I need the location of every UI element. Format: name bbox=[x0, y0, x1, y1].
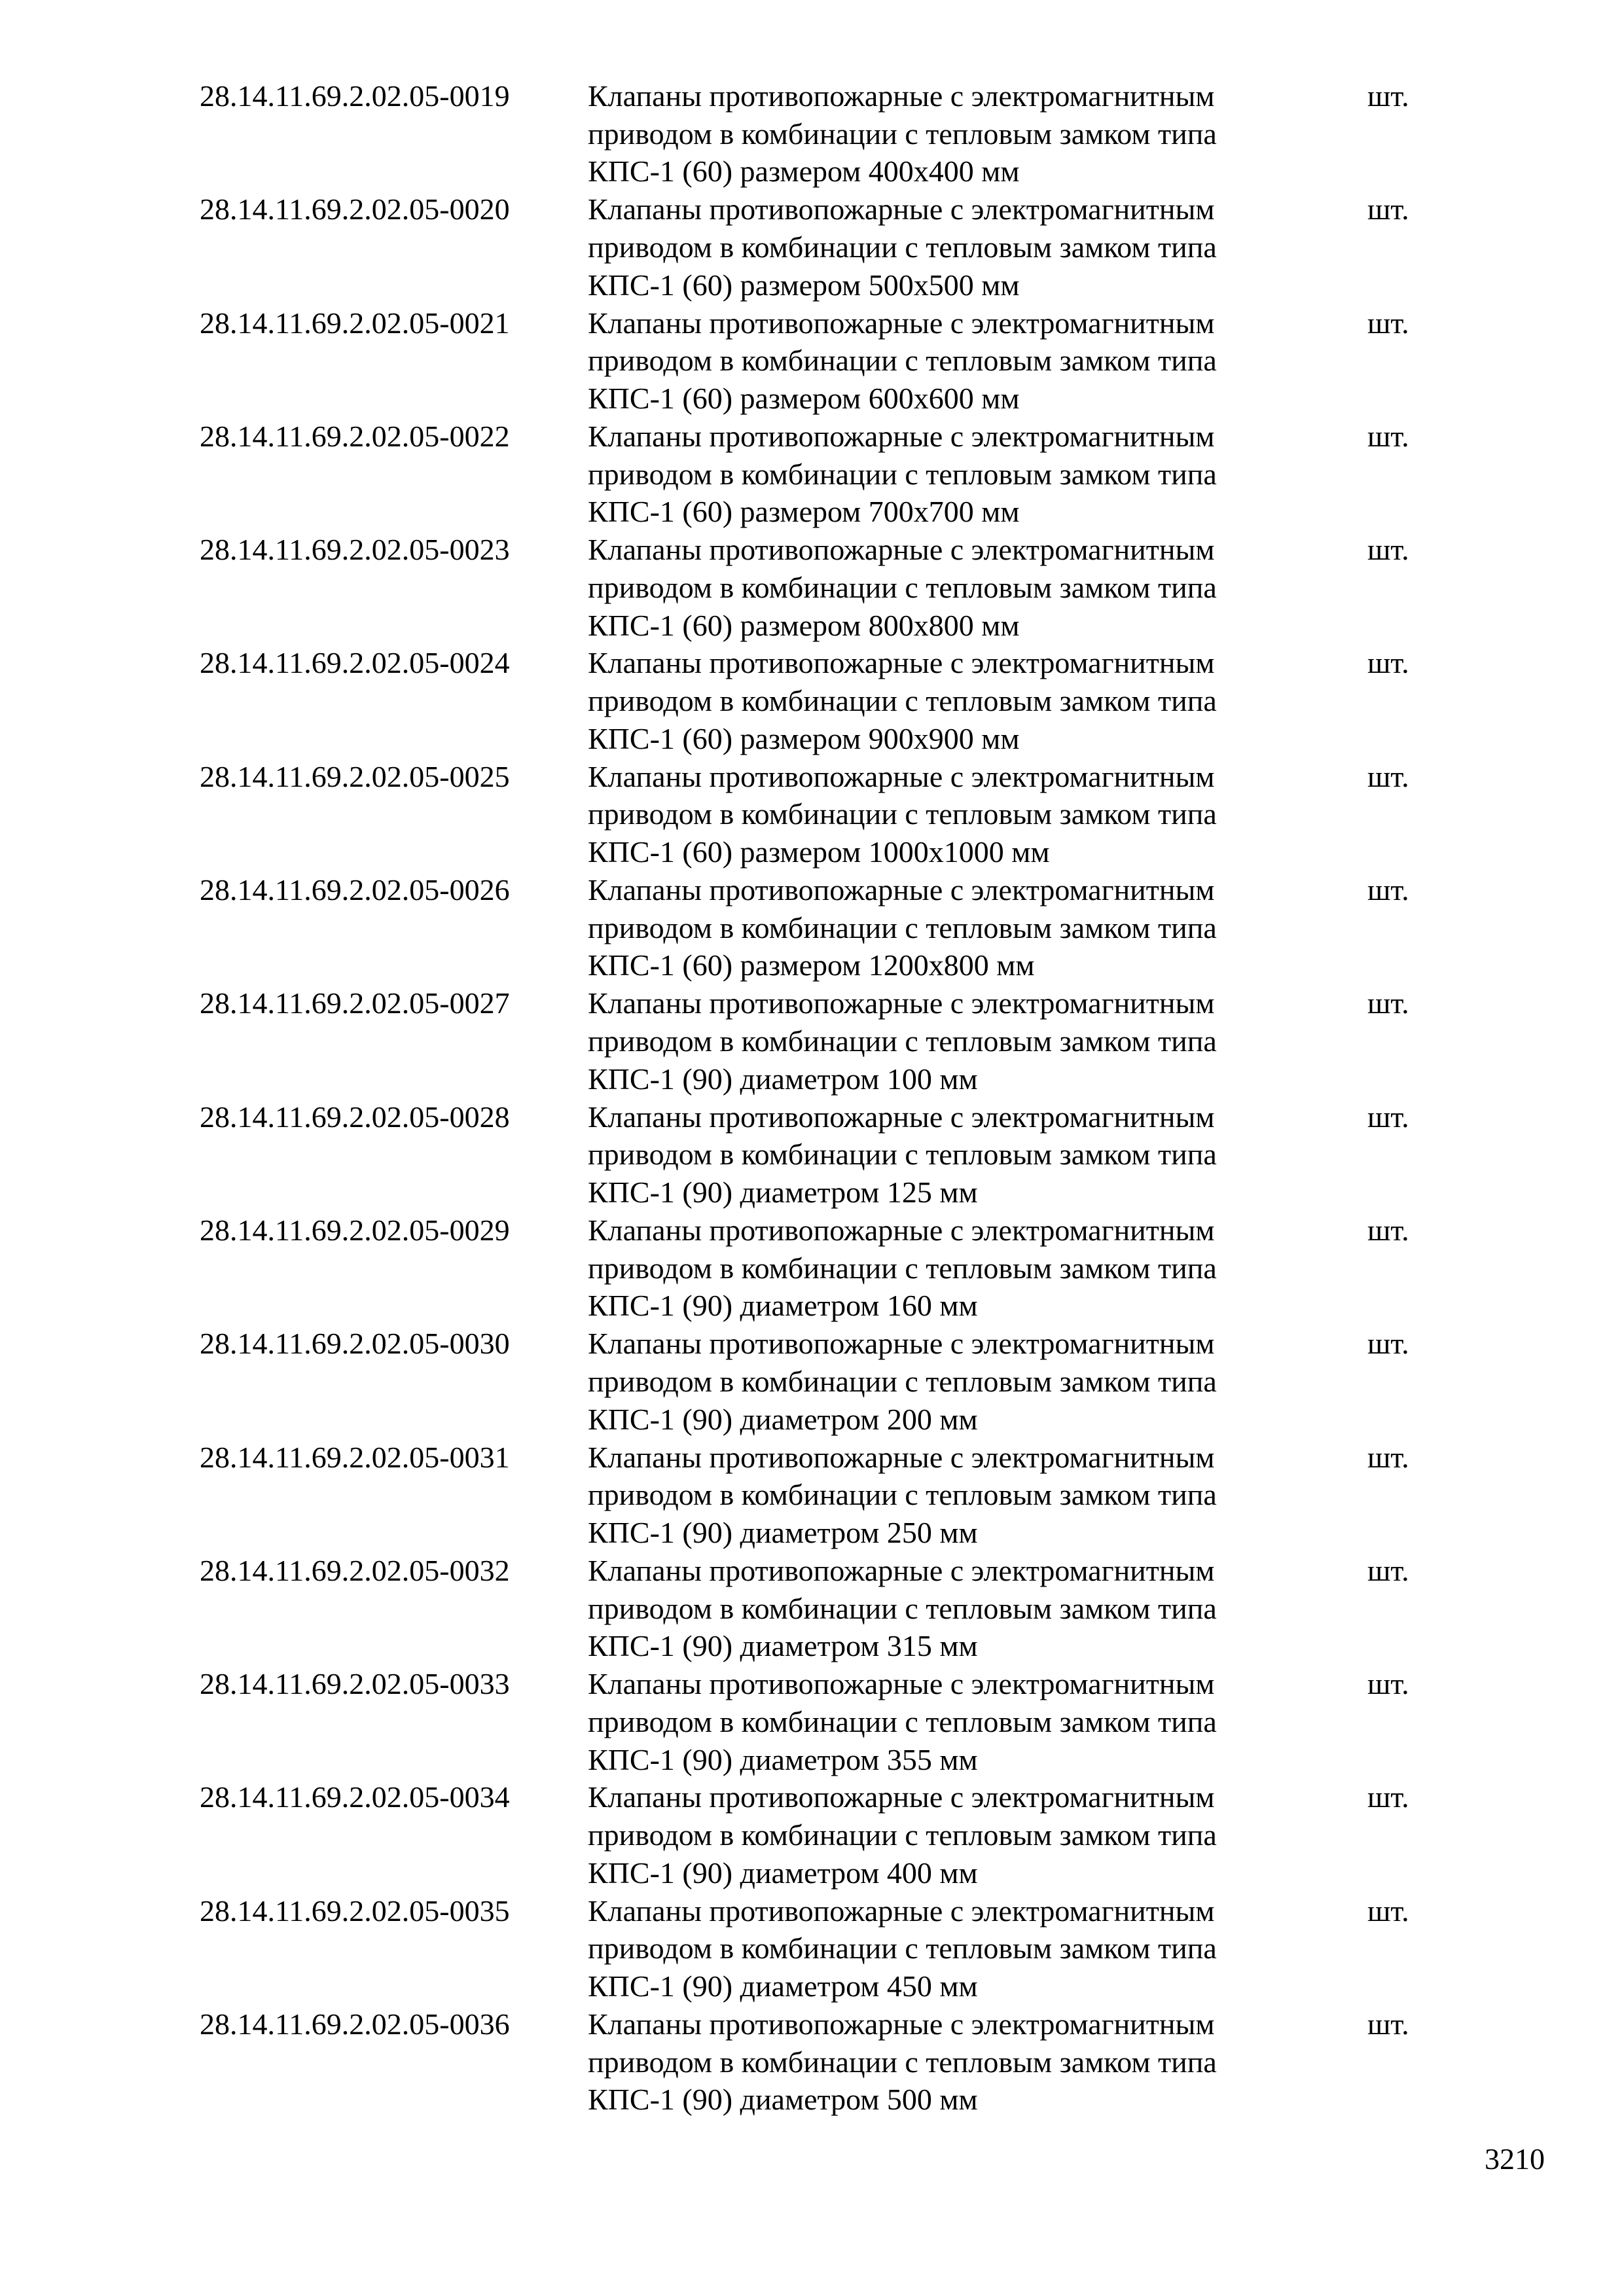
item-description bbox=[588, 871, 1308, 984]
description-line: приводом в комбинации с тепловым замком типа bbox=[588, 797, 1217, 831]
description-line: приводом в комбинации с тепловым замком типа bbox=[588, 1364, 1217, 1398]
item-code: 28.14.11.69.2.02.05-0023 bbox=[200, 533, 510, 567]
table-row bbox=[200, 758, 1443, 871]
description-line: Клапаны противопожарные с электромагнитным bbox=[588, 986, 1215, 1020]
description-line: КПС-1 (60) размером 500x500 мм bbox=[588, 268, 1020, 302]
description-line: приводом в комбинации с тепловым замком типа bbox=[588, 1024, 1217, 1058]
description-line: Клапаны противопожарные с электромагнитным bbox=[588, 419, 1215, 453]
item-code: 28.14.11.69.2.02.05-0031 bbox=[200, 1440, 510, 1474]
description-line: Клапаны противопожарные с электромагнитным bbox=[588, 1327, 1215, 1361]
item-description bbox=[588, 1892, 1308, 2005]
description-line: Клапаны противопожарные с электромагнитным bbox=[588, 79, 1215, 113]
description-line: КПС-1 (60) размером 1000x1000 мм bbox=[588, 835, 1050, 869]
description-line: КПС-1 (60) размером 900x900 мм bbox=[588, 721, 1020, 755]
description-line: Клапаны противопожарные с электромагнитным bbox=[588, 1780, 1215, 1814]
item-description bbox=[588, 1325, 1308, 1438]
item-code: 28.14.11.69.2.02.05-0025 bbox=[200, 759, 510, 793]
item-code: 28.14.11.69.2.02.05-0036 bbox=[200, 2007, 510, 2041]
item-description bbox=[588, 190, 1308, 304]
item-unit: шт. bbox=[1367, 1553, 1409, 1587]
description-line: приводом в комбинации с тепловым замком типа bbox=[588, 1251, 1217, 1285]
description-line: Клапаны противопожарные с электромагнитным bbox=[588, 1440, 1215, 1474]
item-description bbox=[588, 77, 1308, 190]
description-line: КПС-1 (90) диаметром 100 мм bbox=[588, 1062, 978, 1096]
item-unit: шт. bbox=[1367, 873, 1409, 907]
table-row bbox=[200, 190, 1443, 304]
item-code: 28.14.11.69.2.02.05-0030 bbox=[200, 1327, 510, 1361]
table-row bbox=[200, 418, 1443, 531]
table-row bbox=[200, 1778, 1443, 1892]
description-line: Клапаны противопожарные с электромагнитным bbox=[588, 1100, 1215, 1134]
description-line: приводом в комбинации с тепловым замком типа bbox=[588, 684, 1217, 718]
item-unit: шт. bbox=[1367, 986, 1409, 1020]
item-description bbox=[588, 418, 1308, 531]
page-number: 3210 bbox=[1485, 2142, 1545, 2176]
item-description bbox=[588, 1778, 1308, 1892]
description-line: приводом в комбинации с тепловым замком типа bbox=[588, 457, 1217, 491]
item-code: 28.14.11.69.2.02.05-0024 bbox=[200, 646, 510, 680]
item-unit: шт. bbox=[1367, 1893, 1409, 1928]
description-line: КПС-1 (90) диаметром 450 мм bbox=[588, 1969, 978, 2003]
table-row bbox=[200, 531, 1443, 644]
table-row bbox=[200, 1552, 1443, 1665]
description-line: приводом в комбинации с тепловым замком типа bbox=[588, 1591, 1217, 1625]
description-line: КПС-1 (90) диаметром 160 мм bbox=[588, 1289, 978, 1323]
item-unit: шт. bbox=[1367, 1667, 1409, 1701]
item-code: 28.14.11.69.2.02.05-0035 bbox=[200, 1893, 510, 1928]
table-row bbox=[200, 644, 1443, 757]
description-line: КПС-1 (60) размером 400x400 мм bbox=[588, 154, 1020, 188]
item-description bbox=[588, 304, 1308, 418]
description-line: Клапаны противопожарные с электромагнитным bbox=[588, 1893, 1215, 1928]
description-line: приводом в комбинации с тепловым замком типа bbox=[588, 910, 1217, 944]
description-line: Клапаны противопожарные с электромагнитным bbox=[588, 2007, 1215, 2041]
description-line: КПС-1 (90) диаметром 500 мм bbox=[588, 2083, 978, 2117]
description-line: Клапаны противопожарные с электромагнитным bbox=[588, 1553, 1215, 1587]
item-unit: шт. bbox=[1367, 1327, 1409, 1361]
description-line: приводом в комбинации с тепловым замком типа bbox=[588, 1704, 1217, 1738]
item-unit: шт. bbox=[1367, 646, 1409, 680]
catalog-table bbox=[200, 77, 1443, 2119]
description-line: КПС-1 (60) размером 1200x800 мм bbox=[588, 948, 1035, 982]
item-code: 28.14.11.69.2.02.05-0022 bbox=[200, 419, 510, 453]
table-row bbox=[200, 304, 1443, 418]
table-row bbox=[200, 77, 1443, 190]
table-row bbox=[200, 1439, 1443, 1552]
description-line: Клапаны противопожарные с электромагнитным bbox=[588, 192, 1215, 226]
description-line: приводом в комбинации с тепловым замком типа bbox=[588, 1931, 1217, 1965]
item-unit: шт. bbox=[1367, 419, 1409, 453]
description-line: Клапаны противопожарные с электромагнитным bbox=[588, 646, 1215, 680]
description-line: приводом в комбинации с тепловым замком типа bbox=[588, 1818, 1217, 1852]
description-line: Клапаны противопожарные с электромагнитным bbox=[588, 533, 1215, 567]
description-line: приводом в комбинации с тепловым замком типа bbox=[588, 230, 1217, 264]
item-unit: шт. bbox=[1367, 759, 1409, 793]
item-code: 28.14.11.69.2.02.05-0027 bbox=[200, 986, 510, 1020]
description-line: приводом в комбинации с тепловым замком типа bbox=[588, 2045, 1217, 2079]
item-code: 28.14.11.69.2.02.05-0019 bbox=[200, 79, 510, 113]
table-row bbox=[200, 1665, 1443, 1778]
item-description bbox=[588, 1665, 1308, 1778]
description-line: КПС-1 (90) диаметром 355 мм bbox=[588, 1742, 978, 1776]
description-line: приводом в комбинации с тепловым замком типа bbox=[588, 1138, 1217, 1172]
item-unit: шт. bbox=[1367, 2007, 1409, 2041]
item-code: 28.14.11.69.2.02.05-0021 bbox=[200, 306, 510, 340]
item-description bbox=[588, 644, 1308, 757]
item-description bbox=[588, 1211, 1308, 1325]
item-code: 28.14.11.69.2.02.05-0032 bbox=[200, 1553, 510, 1587]
description-line: Клапаны противопожарные с электромагнитным bbox=[588, 306, 1215, 340]
item-unit: шт. bbox=[1367, 192, 1409, 226]
item-code: 28.14.11.69.2.02.05-0028 bbox=[200, 1100, 510, 1134]
description-line: приводом в комбинации с тепловым замком типа bbox=[588, 117, 1217, 151]
item-code: 28.14.11.69.2.02.05-0029 bbox=[200, 1213, 510, 1247]
description-line: КПС-1 (60) размером 600x600 мм bbox=[588, 382, 1020, 415]
item-description bbox=[588, 758, 1308, 871]
item-unit: шт. bbox=[1367, 79, 1409, 113]
table-row bbox=[200, 2005, 1443, 2119]
description-line: Клапаны противопожарные с электромагнитным bbox=[588, 873, 1215, 907]
table-row bbox=[200, 1892, 1443, 2005]
description-line: КПС-1 (90) диаметром 400 мм bbox=[588, 1856, 978, 1890]
item-unit: шт. bbox=[1367, 1440, 1409, 1474]
item-unit: шт. bbox=[1367, 306, 1409, 340]
item-unit: шт. bbox=[1367, 533, 1409, 567]
item-description bbox=[588, 531, 1308, 644]
description-line: Клапаны противопожарные с электромагнитным bbox=[588, 759, 1215, 793]
item-code: 28.14.11.69.2.02.05-0026 bbox=[200, 873, 510, 907]
item-description bbox=[588, 984, 1308, 1098]
table-row bbox=[200, 1098, 1443, 1211]
table-row bbox=[200, 1325, 1443, 1438]
item-description bbox=[588, 1098, 1308, 1211]
table-row bbox=[200, 1211, 1443, 1325]
description-line: КПС-1 (90) диаметром 250 мм bbox=[588, 1515, 978, 1549]
description-line: Клапаны противопожарные с электромагнитным bbox=[588, 1213, 1215, 1247]
description-line: КПС-1 (60) размером 800x800 мм bbox=[588, 608, 1020, 642]
description-line: КПС-1 (90) диаметром 200 мм bbox=[588, 1402, 978, 1436]
item-code: 28.14.11.69.2.02.05-0034 bbox=[200, 1780, 510, 1814]
item-code: 28.14.11.69.2.02.05-0033 bbox=[200, 1667, 510, 1701]
item-description bbox=[588, 2005, 1308, 2119]
item-code: 28.14.11.69.2.02.05-0020 bbox=[200, 192, 510, 226]
description-line: КПС-1 (90) диаметром 315 мм bbox=[588, 1629, 978, 1663]
description-line: приводом в комбинации с тепловым замком типа bbox=[588, 570, 1217, 604]
description-line: Клапаны противопожарные с электромагнитным bbox=[588, 1667, 1215, 1701]
item-unit: шт. bbox=[1367, 1100, 1409, 1134]
table-row bbox=[200, 984, 1443, 1098]
item-unit: шт. bbox=[1367, 1213, 1409, 1247]
item-description bbox=[588, 1552, 1308, 1665]
item-description bbox=[588, 1439, 1308, 1552]
description-line: КПС-1 (90) диаметром 125 мм bbox=[588, 1175, 978, 1210]
description-line: КПС-1 (60) размером 700x700 мм bbox=[588, 495, 1020, 529]
description-line: приводом в комбинации с тепловым замком типа bbox=[588, 344, 1217, 378]
description-line: приводом в комбинации с тепловым замком типа bbox=[588, 1478, 1217, 1512]
table-row bbox=[200, 871, 1443, 984]
item-unit: шт. bbox=[1367, 1780, 1409, 1814]
